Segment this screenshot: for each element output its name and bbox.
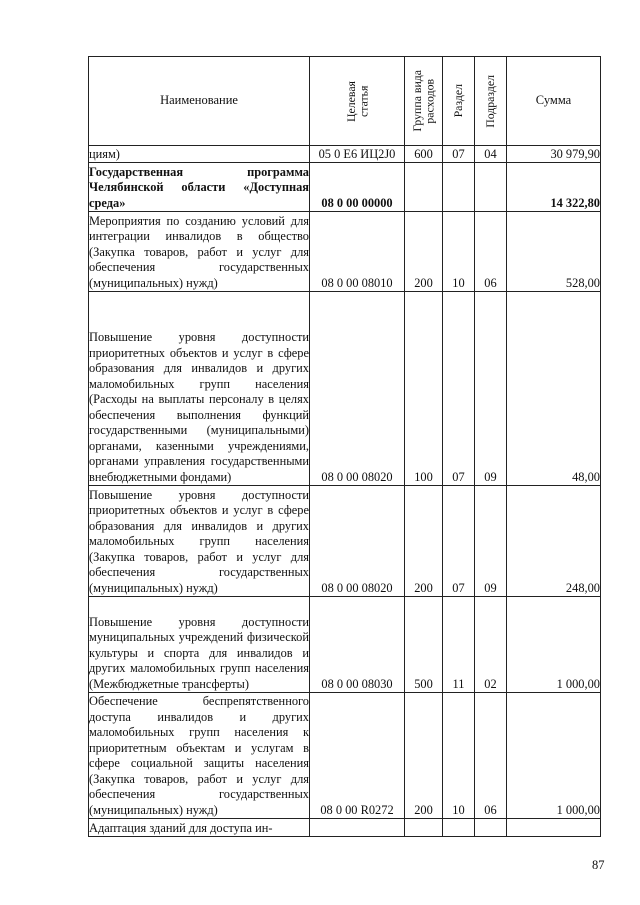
row-description: Повышение уровня доступности приоритетных объектов и услуг в сфере образования для инвалидов и других маломобильных групп населения (Закупка товаров, работ и услуг для обеспечения государственных (муниципальных) нужд) [89, 487, 309, 595]
row-target-code: 05 0 E6 ИЦ2J0 [310, 146, 405, 163]
row-subsection [475, 819, 507, 837]
row-sum [507, 819, 601, 837]
row-section: 07 [443, 146, 475, 163]
table-header-row [89, 57, 601, 146]
row-group: 100 [405, 292, 443, 486]
row-sum: 1 000,00 [507, 693, 601, 819]
row-target-code [310, 819, 405, 837]
row-target-code: 08 0 00 08020 [310, 292, 405, 486]
row-sum: 14 322,80 [507, 163, 601, 212]
table-row [89, 819, 601, 837]
row-target-code: 08 0 00 08020 [310, 486, 405, 597]
row-group [405, 819, 443, 837]
row-sum: 248,00 [507, 486, 601, 597]
header-section: Раздел [443, 57, 475, 146]
row-section: 10 [443, 693, 475, 819]
row-description: Повышение уровня доступности приоритетных объектов и услуг в сфере образования для инвалидов и других маломобильных групп населения (Расходы на выплаты персоналу в целях обеспечения выполнения функций государственными (муниципальными) органами, казенными учреждениями, органами управления государственными внебюджетными фондами) [89, 292, 310, 486]
row-description: Адаптация зданий для доступа ин- [89, 819, 310, 837]
row-group: 500 [405, 597, 443, 693]
row-section: 11 [443, 597, 475, 693]
row-subsection: 09 [475, 292, 507, 486]
header-subsection: Подраздел [475, 57, 507, 146]
row-description: Государственная программа Челябинской области «Доступная среда» [89, 164, 309, 210]
row-target-code: 08 0 00 08010 [310, 212, 405, 292]
table-row [89, 597, 601, 693]
row-group: 600 [405, 146, 443, 163]
row-subsection: 06 [475, 693, 507, 819]
table-row [89, 292, 601, 486]
header-sum: Сумма [507, 57, 601, 146]
row-group: 200 [405, 486, 443, 597]
row-subsection: 04 [475, 146, 507, 163]
row-subsection: 06 [475, 212, 507, 292]
header-name: Наименование [89, 57, 310, 146]
table-row [89, 486, 601, 597]
table-row [89, 212, 601, 292]
table-row [89, 693, 601, 819]
row-target-code: 08 0 00 R0272 [310, 693, 405, 819]
row-section: 07 [443, 292, 475, 486]
row-section [443, 819, 475, 837]
row-sum: 30 979,90 [507, 146, 601, 163]
table-row [89, 163, 601, 212]
row-subsection: 09 [475, 486, 507, 597]
header-expense-group: Группа вида расходов [405, 57, 443, 146]
table-row [89, 146, 601, 163]
row-group [405, 163, 443, 212]
row-sum: 1 000,00 [507, 597, 601, 693]
row-group: 200 [405, 212, 443, 292]
row-subsection: 02 [475, 597, 507, 693]
row-target-code: 08 0 00 08030 [310, 597, 405, 693]
row-section: 07 [443, 486, 475, 597]
header-target-article: Целевая статья [310, 57, 405, 146]
row-section [443, 163, 475, 212]
row-sum: 48,00 [507, 292, 601, 486]
row-description: циям) [89, 146, 310, 163]
row-target-code: 08 0 00 00000 [310, 163, 405, 212]
page-number: 87 [592, 858, 605, 872]
row-subsection [475, 163, 507, 212]
budget-table [88, 56, 601, 837]
row-description: Обеспечение беспрепятственного доступа инвалидов и других маломобильных групп населения к приоритетным объектам и услугам в сфере социальной защиты населения (Закупка товаров, работ и услуг для обеспечения государственных (муниципальных) нужд) [89, 694, 309, 817]
row-description: Повышение уровня доступности муниципальных учреждений физической культуры и спорта для инвалидов и других маломобильных групп населения (Межбюджетные трансферты) [89, 597, 310, 693]
row-section: 10 [443, 212, 475, 292]
row-sum: 528,00 [507, 212, 601, 292]
row-description: Мероприятия по созданию условий для интеграции инвалидов в общество (Закупка товаров, работ и услуг для обеспечения государственных (муниципальных) нужд) [89, 213, 309, 290]
row-group: 200 [405, 693, 443, 819]
table-body [89, 146, 601, 837]
